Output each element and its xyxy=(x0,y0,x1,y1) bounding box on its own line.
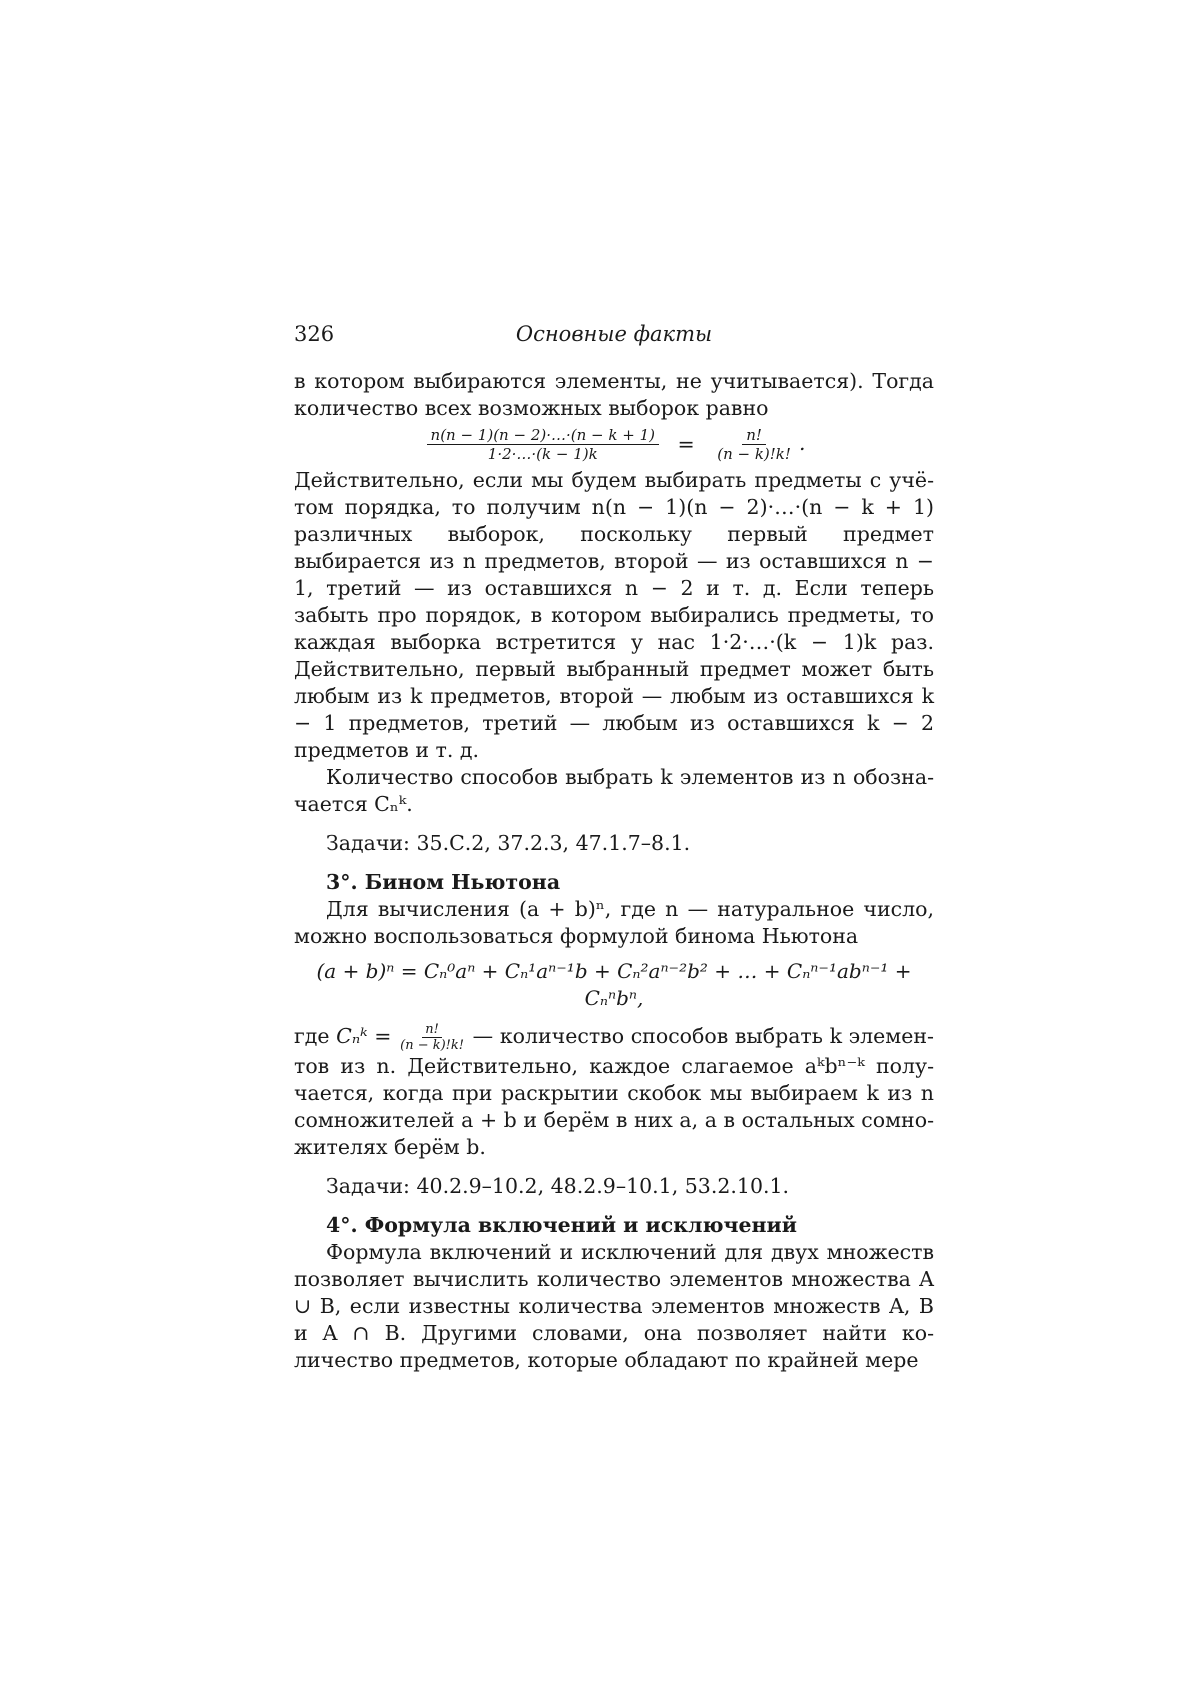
paragraph-inclusion-exclusion: Формула включений и исключений для двух множеств позволяет вычислить количество элементов множества A ∪ B, если известны количества элементов множеств A, B и A ∩ B. Другими словами, она позволяет найти количество предметов, которые обладают по крайней мере xyxy=(294,1240,934,1372)
selection-denominator: 1·2·…·(k − 1)k xyxy=(487,445,598,463)
where-word: где xyxy=(294,1024,330,1048)
factorial-fraction xyxy=(713,426,795,463)
problems-list-2: Задачи: 40.2.9–10.2, 48.2.9–10.1, 53.2.10.1. xyxy=(326,1174,790,1198)
ck-symbol: Cₙᵏ = xyxy=(336,1024,392,1048)
page-body xyxy=(294,368,934,1374)
paragraph-binomial-explanation xyxy=(294,1022,934,1161)
binomial-explanation-text: — количество способов выбрать k элементов из n. Действительно, каждое слагаемое aᵏbⁿ⁻ᵏ получается, когда при раскрытии скобок мы выбираем k из n сомножителей a + b и берём в них a, а в остальных сомножителях берём b. xyxy=(294,1024,934,1159)
paragraph-binomial-intro: Для вычисления (a + b)ⁿ, где n — натуральное число, можно воспользоваться формулой бинома Ньютона xyxy=(294,897,934,948)
paragraph-explanation: Действительно, если мы будем выбирать предметы с учётом порядка, то получим n(n − 1)(n − 2)·…·(n − k + 1) различных выборок, поскольку первый предмет выбирается из n предметов, второй — из оставшихся n − 1, третий — из оставшихся n − 2 и т. д. Если теперь забыть про порядок, в котором выбирались предметы, то каждая выборка встретится у нас 1·2·…·(k − 1)k раз. Действительно, первый выбранный предмет может быть любым из k предметов, второй — любым из оставшихся k − 1 предметов, третий — любым из оставшихся k − 2 предметов и т. д. xyxy=(294,468,934,762)
factorial-denominator: (n − k)!k! xyxy=(717,445,791,463)
ck-fraction xyxy=(400,1022,464,1053)
selection-numerator: n(n − 1)(n − 2)·…·(n − k + 1) xyxy=(427,426,659,445)
paragraph-intro: в котором выбираются элементы, не учитывается). Тогда количество всех возможных выборок равно xyxy=(294,369,934,420)
equals-sign: = xyxy=(677,432,695,456)
page-number: 326 xyxy=(294,322,335,346)
selection-count-formula: $\frac{n(n - 1)(n - 2)\cdot\dots\cdot(n - k + 1)}{1\cdot 2\cdot\dots\cdot(k - 1)k}$ = $\frac{n!}{(n - k)!k!}$ . xyxy=(294,426,934,463)
ck-numerator: n! xyxy=(422,1022,442,1038)
selection-fraction xyxy=(427,426,659,463)
ck-denominator: (n − k)!k! xyxy=(400,1038,465,1053)
section-heading-binomial: 3°. Бином Ньютона xyxy=(326,870,561,894)
running-title: Основные факты xyxy=(515,322,713,346)
binomial-formula: (a + b)ⁿ = Cₙ⁰aⁿ + Cₙ¹aⁿ⁻¹b + Cₙ²aⁿ⁻²b² + … + Cₙⁿ⁻¹abⁿ⁻¹ + Cₙⁿbⁿ, xyxy=(316,959,912,1010)
page-header xyxy=(294,322,934,354)
factorial-numerator: n! xyxy=(742,426,766,445)
section-heading-inclusion-exclusion: 4°. Формула включений и исключений xyxy=(326,1213,797,1237)
paragraph-notation: Количество способов выбрать k элементов из n обозначается Cₙᵏ. xyxy=(294,765,934,816)
problems-list-1: Задачи: 35.С.2, 37.2.3, 47.1.7–8.1. xyxy=(326,831,691,855)
